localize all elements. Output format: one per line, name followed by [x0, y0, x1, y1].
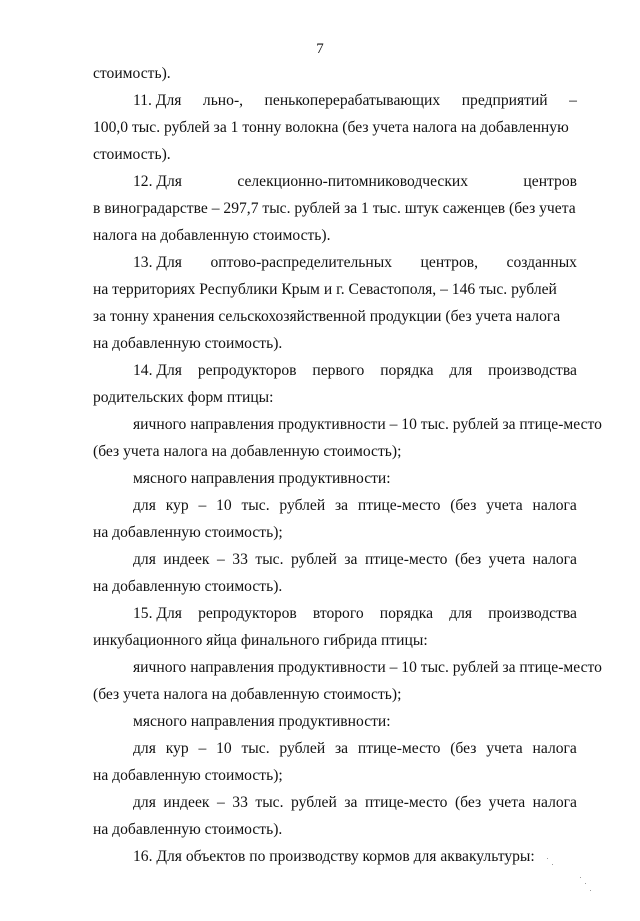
- text-word: кур: [165, 740, 189, 757]
- text-line: за тонну хранения сельскохозяйственной продукции (без учета налога: [93, 308, 561, 325]
- text-word: рублей: [279, 497, 326, 514]
- text-word: учета: [486, 740, 523, 757]
- text-line: 16. Для объектов по производству кормов для аквакультуры:: [133, 848, 535, 865]
- text-word: птице-место: [364, 794, 448, 811]
- text-word: 10: [216, 740, 232, 757]
- text-word: тыс.: [255, 551, 284, 568]
- text-line: мясного направления продуктивности:: [133, 713, 391, 730]
- text-line: на добавленную стоимость);: [93, 524, 283, 541]
- page-number: 7: [316, 41, 324, 57]
- text-word: первого: [312, 362, 365, 379]
- text-word: 15. Для: [133, 605, 182, 622]
- text-word: рублей: [279, 740, 326, 757]
- text-word: 33: [232, 794, 248, 811]
- text-line: [133, 361, 577, 381]
- text-word: для: [133, 497, 156, 514]
- text-line: инкубационного яйца финального гибрида птицы:: [93, 632, 428, 649]
- text-word: (без: [450, 740, 477, 757]
- text-word: –: [198, 740, 207, 757]
- text-word: –: [198, 497, 207, 514]
- text-line: родительских форм птицы:: [93, 389, 274, 406]
- text-line: яичного направления продуктивности – 10 тыс. рублей за птице-место: [133, 659, 602, 676]
- text-word: порядка: [380, 362, 434, 379]
- text-word: налога: [532, 794, 577, 811]
- text-line: [133, 550, 577, 570]
- text-word: –: [216, 794, 225, 811]
- text-word: репродукторов: [197, 362, 297, 379]
- text-word: птице-место: [357, 497, 441, 514]
- text-line: на добавленную стоимость).: [93, 335, 283, 352]
- text-line: налога на добавленную стоимость).: [93, 227, 331, 244]
- text-word: пенькоперерабатывающих: [264, 92, 441, 109]
- text-word: репродукторов: [198, 605, 297, 622]
- text-line: на добавленную стоимость).: [93, 821, 283, 838]
- text-word: –: [569, 92, 577, 109]
- text-word: порядка: [379, 605, 434, 622]
- text-word: за: [344, 794, 358, 811]
- text-line: [133, 253, 577, 273]
- text-word: налога: [532, 740, 577, 757]
- text-word: производства: [488, 605, 577, 622]
- text-word: налога: [532, 497, 577, 514]
- text-line: 100,0 тыс. рублей за 1 тонну волокна (без учета налога на добавленную: [93, 119, 569, 136]
- text-word: для: [133, 740, 156, 757]
- text-word: для: [449, 605, 473, 622]
- text-word: производства: [488, 362, 577, 379]
- text-word: –: [216, 551, 225, 568]
- text-word: льно-,: [202, 92, 244, 109]
- text-word: птице-место: [364, 551, 448, 568]
- text-line: стоимость).: [93, 65, 171, 82]
- text-word: индеек: [163, 794, 210, 811]
- text-word: за: [344, 551, 358, 568]
- text-line: на территориях Республики Крым и г. Севастополя, – 146 тыс. рублей: [93, 281, 557, 298]
- text-word: индеек: [163, 551, 210, 568]
- text-line: [133, 739, 577, 759]
- text-word: (без: [454, 551, 482, 568]
- text-word: учета: [488, 551, 526, 568]
- text-word: учета: [486, 497, 523, 514]
- text-line: (без учета налога на добавленную стоимость);: [93, 443, 402, 460]
- text-line: [133, 793, 577, 813]
- text-word: налога: [532, 551, 577, 568]
- text-word: за: [335, 740, 349, 757]
- text-word: тыс.: [241, 497, 270, 514]
- text-line: [133, 496, 577, 516]
- text-word: предприятий: [461, 92, 548, 109]
- text-word: 10: [216, 497, 232, 514]
- text-word: центров: [523, 173, 577, 190]
- text-word: созданных: [506, 254, 577, 271]
- text-word: рублей: [291, 794, 337, 811]
- text-word: для: [133, 551, 156, 568]
- text-word: 33: [232, 551, 248, 568]
- text-word: учета: [488, 794, 526, 811]
- text-line: на добавленную стоимость).: [93, 578, 283, 595]
- text-line: [133, 91, 577, 111]
- text-word: (без: [454, 794, 482, 811]
- text-line: [133, 172, 577, 192]
- text-word: птице-место: [357, 740, 441, 757]
- text-line: в виноградарстве – 297,7 тыс. рублей за 1 тыс. штук саженцев (без учета: [93, 200, 576, 217]
- text-word: для: [133, 794, 156, 811]
- text-word: 11. Для: [133, 92, 182, 109]
- text-word: центров,: [420, 254, 479, 271]
- text-word: 14. Для: [133, 362, 182, 379]
- text-word: второго: [312, 605, 364, 622]
- text-word: 12. Для: [133, 173, 182, 190]
- text-word: за: [335, 497, 349, 514]
- text-word: рублей: [291, 551, 337, 568]
- text-word: селекционно-питомниководческих: [237, 173, 469, 190]
- text-line: на добавленную стоимость);: [93, 767, 283, 784]
- text-word: (без: [450, 497, 477, 514]
- text-word: тыс.: [241, 740, 270, 757]
- text-line: стоимость).: [93, 146, 171, 163]
- text-word: 13. Для: [133, 254, 182, 271]
- text-line: мясного направления продуктивности:: [133, 470, 391, 487]
- text-line: [133, 604, 577, 624]
- text-word: тыс.: [255, 794, 284, 811]
- text-word: для: [449, 362, 473, 379]
- text-word: оптово-распределительных: [210, 254, 393, 271]
- text-line: (без учета налога на добавленную стоимость);: [93, 686, 402, 703]
- text-line: яичного направления продуктивности – 10 тыс. рублей за птице-место: [133, 416, 602, 433]
- text-word: кур: [165, 497, 189, 514]
